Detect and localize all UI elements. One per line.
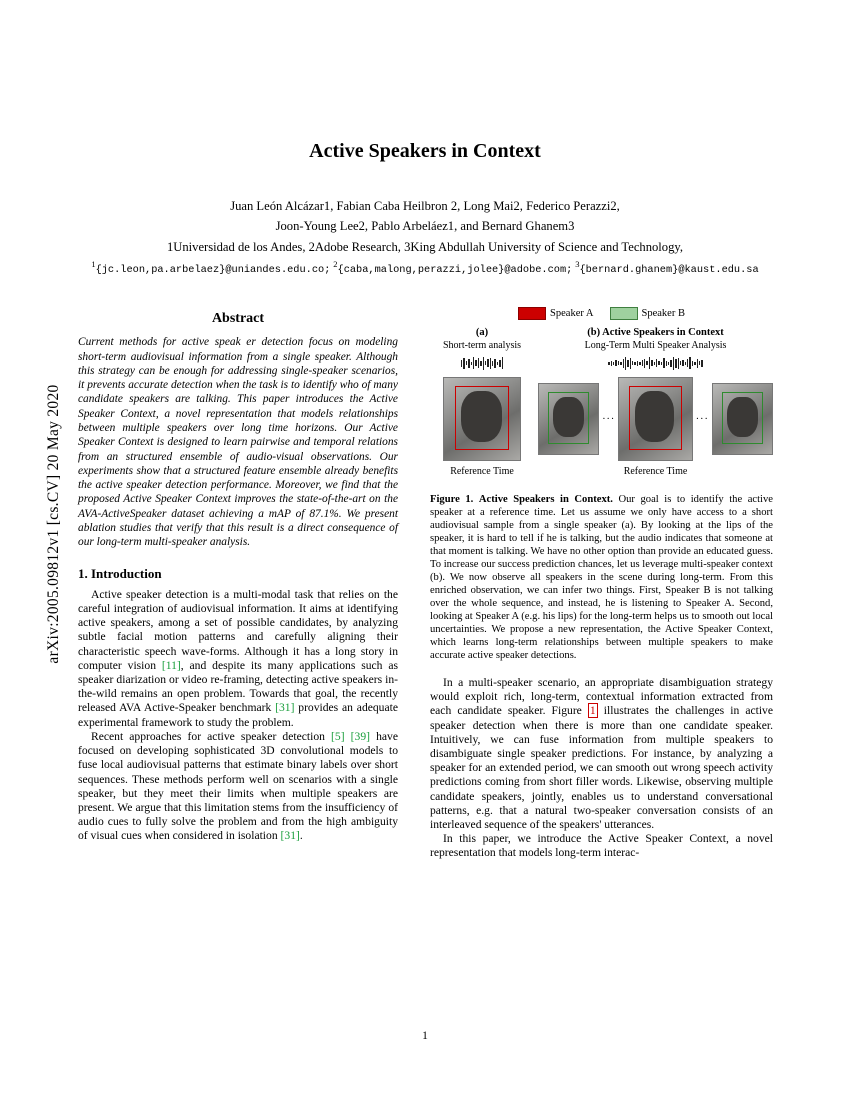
panel-a-title: Short-term analysis [442, 340, 522, 351]
email-group-3: {bernard.ghanem}@kaust.edu.sa [579, 263, 759, 276]
email-group-1: {jc.leon,pa.arbelaez}@uniandes.edu.co; [95, 263, 331, 276]
intro-paragraph-1 [78, 588, 398, 730]
panel-b-thumbnails [538, 377, 773, 461]
intro-p4-text: In this paper, we introduce the Active Speaker Context, a novel representation that models long-term interac- [430, 832, 773, 860]
authors-line-2: Joon-Young Lee2, Pablo Arbeláez1, and Bernard Ghanem3 [275, 219, 575, 233]
panel-b-reference-time: Reference Time [623, 466, 688, 477]
panel-b-frame-right [712, 383, 773, 455]
figure-caption-text: Our goal is to identify the active speaker at a reference time. Let us assume we only have access to a short audiovisual sample from a single speaker (a). By looking at the lips of the speaker, it is hard to tell if he is talking, but the audio indicates that someone at that moment is talking. We have no other option than provide an educated guess. To increase our success prediction chances, let us leverage multi-speaker context (b). We now observe all speakers in the scene during long-term. From this enriched observation, we can infer two things. First, Speaker B is not talking over the whole sequence, and instead, he is listening to Speaker A. Second, looking at Speaker A (e.g. his lips) for the long-term helps us to smooth out local uncertainties. We propose a new representation, the Active Speaker Context, which learns long-term relationships between multiple speakers to make accurate active speaker detections. [430, 494, 773, 661]
email-sup-2: 2 [333, 259, 338, 269]
intro-paragraph-3 [430, 676, 773, 832]
ellipsis-left-icon: ··· [602, 413, 616, 425]
abstract-body: Current methods for active speak er detection focus on modeling short-term audiovisual information from a single speaker. Although this strategy can be enough for addressing single-speaker scenarios, it prevents accurate detection when the task is to identify who of many candidate speakers are talking. This paper introduces the Active Speaker Context, a novel representation that models relationships between multiple speakers over long time horizons. Our Active Speaker Context is designed to learn pairwise and temporal relations from an structured ensemble of audio-visual observations. Our experiments show that a structured feature ensemble already benefits the active speaker detection performance. Moreover, we find that the proposed Active Speaker Context improves the state-of-the-art on the AVA-ActiveSpeaker dataset achieving a mAP of 87.1%. We present ablation studies that verify that this result is a direct consequence of our long-term multi-speaker analysis. [78, 336, 398, 549]
panel-a-thumbnails [430, 377, 534, 461]
citation-31-b[interactable]: [31] [280, 829, 300, 843]
authors-line-1: Juan León Alcázar1, Fabian Caba Heilbron 2, Long Mai2, Federico Perazzi2, [230, 199, 620, 213]
section-heading-introduction: 1. Introduction [78, 565, 162, 581]
panel-b-frame-left [538, 383, 599, 455]
panel-b-title: Long-Term Multi Speaker Analysis [584, 340, 727, 351]
page-title: Active Speakers in Context [309, 140, 541, 162]
legend-label-speaker-b: Speaker B [641, 308, 685, 319]
panel-b-waveform-icon [538, 355, 773, 371]
affiliations: 1Universidad de los Andes, 2Adobe Research, 3King Abdullah University of Science and Technology, [166, 240, 684, 254]
figure-reference-1[interactable]: 1 [589, 704, 596, 718]
panel-a-waveform-icon [430, 355, 534, 371]
panel-a-reference-time: Reference Time [450, 466, 514, 477]
citation-31[interactable]: [31] [275, 701, 295, 715]
intro-p1-text-c: provides an adequate experimental framework to study the problem. [78, 701, 398, 729]
abstract-heading: Abstract [211, 311, 265, 326]
ellipsis-right-icon: ··· [695, 413, 709, 425]
author-emails [0, 259, 850, 276]
figure-caption [430, 493, 773, 662]
email-sup-3: 3 [575, 259, 580, 269]
citation-5[interactable]: [5] [331, 729, 345, 743]
citation-11[interactable]: [11] [161, 658, 181, 672]
intro-p2-text-a: Recent approaches for active speaker detection [91, 729, 332, 743]
intro-paragraph-4 [430, 832, 773, 860]
right-column-body [430, 676, 773, 861]
intro-p2-text-c: . [299, 829, 303, 843]
figure-caption-title: Active Speakers in Context. [478, 494, 613, 505]
panel-b-frame-center [618, 377, 693, 461]
email-group-2: {caba,malong,perazzi,jolee}@adobe.com; [337, 263, 573, 276]
intro-p1-text-a: Active speaker detection is a multi-modal task that relies on the careful integration of audiovisual information. It aims at identifying active speakers, among a set of possible candidates, by analyzing subtle facial motion patterns and carefully aligning their characteristic speech wave-forms. Although it has a long story in computer vision [78, 587, 398, 672]
figure-panel-a [430, 327, 534, 477]
intro-p1-text-b: , and despite its many applications such as speaker diarization or video re-framing, detecting active speakers in-the-wild remains an open problem. Towards that goal, the recently released AVA Active-Speaker benchmark [78, 658, 398, 715]
left-column [78, 312, 398, 844]
panel-b-tag: (b) Active Speakers in Context [587, 327, 724, 338]
speaker-a-swatch-icon [518, 307, 546, 320]
panel-a-frame [443, 377, 521, 461]
arxiv-stamp: arXiv:2005.09812v1 [cs.CV] 20 May 2020 [45, 384, 62, 664]
legend-label-speaker-a: Speaker A [550, 308, 594, 319]
author-list [0, 196, 850, 257]
figure-1 [430, 307, 773, 861]
email-sup-1: 1 [91, 259, 96, 269]
legend-speaker-b [610, 307, 685, 320]
figure-panels [430, 327, 773, 477]
intro-p3-text-a: In a multi-speaker scenario, an appropriate disambiguation strategy would exploit rich, long-term, contextual information extracted from each candidate speaker. Figure [430, 676, 773, 718]
page-number: 1 [422, 1030, 428, 1042]
legend-speaker-a [518, 307, 593, 320]
figure-caption-number: Figure 1. [430, 494, 474, 505]
citation-39[interactable]: [39] [350, 729, 370, 743]
intro-p2-text-b: have focused on developing sophisticated 3D convolutional models to fuse local audiovisual patterns that estimate binary labels over short sequences. These methods perform well on scenarios with a single speaker, but they meet their limits when multiple speakers are present. We argue that this limitation stems from the insufficiency of audio cues to fully solve the problem and from the high ambiguity of visual cues when considered in isolation [78, 729, 398, 843]
figure-panel-b [538, 327, 773, 477]
intro-paragraph-2 [78, 730, 398, 844]
figure-legend [430, 307, 773, 320]
panel-a-tag: (a) [475, 327, 489, 338]
speaker-b-swatch-icon [610, 307, 638, 320]
intro-p3-text-b: illustrates the challenges in active speaker detection when there is more than one candidate speaker. Intuitively, we can fuse information from multiple speakers to disambiguate single speaker predictions. For instance, by analyzing a speaker for an extended period, we can smooth out wrong speech activity predictions coming from short filler words. Likewise, observing multiple candidate speakers, jointly, enables us to understand conversational patterns, e.g. that a natural two-speaker conversation consists of an interleaved sequence of the speakers' utterances. [430, 704, 773, 832]
